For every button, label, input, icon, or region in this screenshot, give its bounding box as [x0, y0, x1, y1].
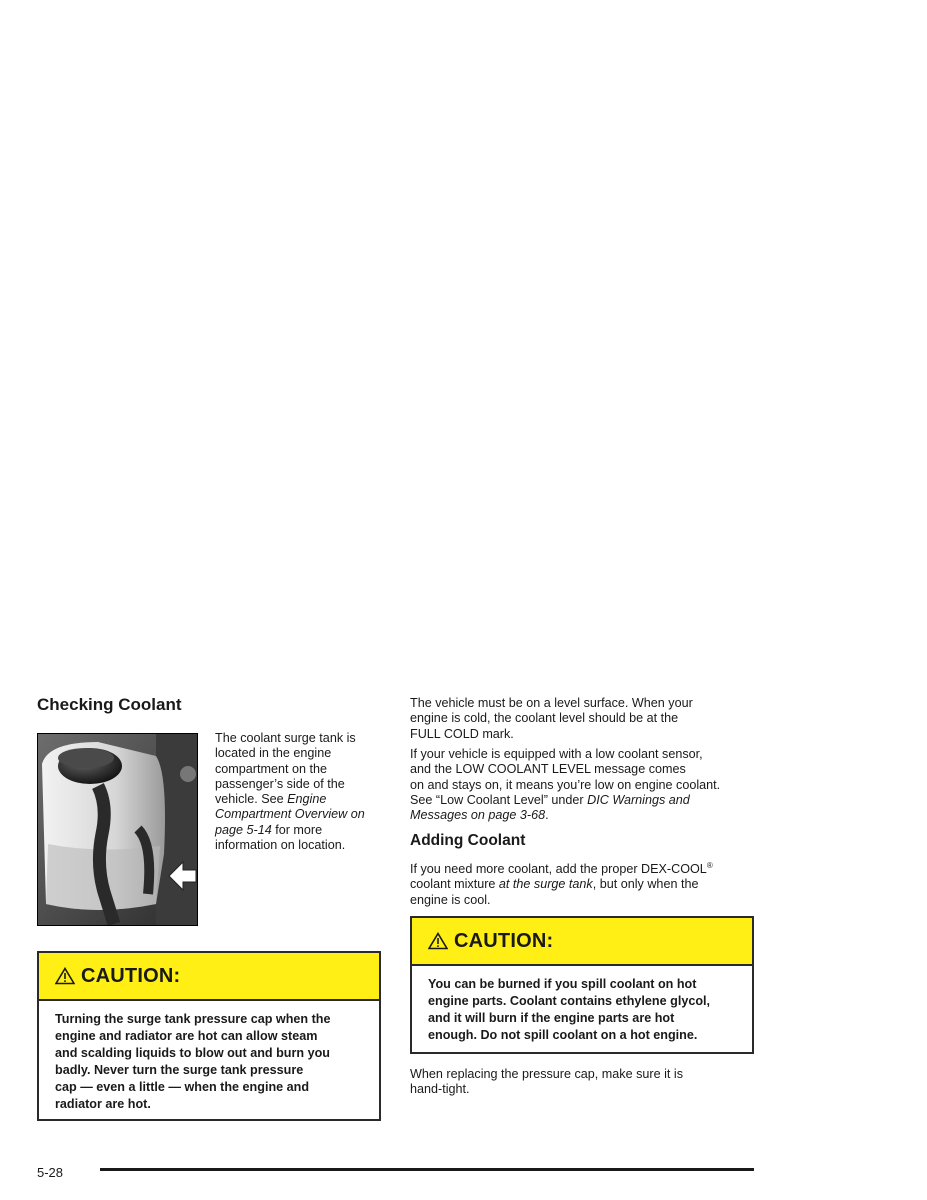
intro-line: for more [271, 822, 323, 837]
caution-line: engine and radiator are hot can allow steam [55, 1029, 318, 1043]
low-coolant-sensor-paragraph [410, 747, 760, 823]
cross-reference-link[interactable]: Compartment Overview on [215, 807, 365, 822]
caution-line: You can be burned if you spill coolant on hot [428, 977, 697, 991]
registered-mark: ® [706, 861, 713, 870]
warning-triangle-icon [428, 932, 448, 950]
caution-text [39, 1001, 379, 1113]
coolant-tank-illustration [38, 734, 197, 925]
checking-coolant-intro [215, 731, 385, 853]
caution-line: enough. Do not spill coolant on a hot engine. [428, 1028, 698, 1042]
body-line: on and stays on, it means you’re low on engine coolant. [410, 777, 721, 792]
body-line: , but only when the [592, 877, 699, 892]
caution-line: badly. Never turn the surge tank pressure [55, 1063, 304, 1077]
caution-line: and scalding liquids to blow out and burn you [55, 1046, 330, 1060]
intro-line: located in the engine [215, 746, 332, 761]
body-line: engine is cool. [410, 892, 491, 907]
caution-box-pressure-cap [37, 951, 381, 1121]
cross-reference-link[interactable]: Engine [287, 792, 327, 807]
intro-line: vehicle. See [215, 792, 288, 807]
section-heading-adding-coolant: Adding Coolant [410, 832, 526, 849]
body-line: If you need more coolant, add the proper DEX-COOL [410, 862, 707, 877]
intro-line: compartment on the [215, 761, 328, 776]
caution-title: CAUTION: [81, 964, 181, 987]
adding-coolant-paragraph [410, 858, 760, 908]
caution-header [412, 918, 752, 966]
body-line: When replacing the pressure cap, make sure it is [410, 1067, 683, 1081]
level-surface-paragraph [410, 696, 760, 742]
cross-reference-link[interactable]: page 5-14 [215, 822, 272, 837]
caution-line: cap — even a little — when the engine and [55, 1080, 310, 1094]
body-line: coolant mixture [410, 877, 499, 892]
body-line: The vehicle must be on a level surface. When your [410, 696, 693, 710]
body-line: . [545, 808, 549, 823]
cross-reference-link[interactable]: DIC Warnings and [587, 792, 690, 807]
caution-header [39, 953, 379, 1001]
body-line: hand-tight. [410, 1082, 470, 1097]
caution-line: and it will burn if the engine parts are hot [428, 1011, 675, 1025]
caution-line: engine parts. Coolant contains ethylene glycol, [428, 994, 711, 1008]
intro-line: information on location. [215, 838, 346, 853]
emphasis-text: at the surge tank [498, 877, 593, 892]
warning-triangle-icon [55, 967, 75, 985]
coolant-tank-photo [37, 733, 198, 926]
caution-title: CAUTION: [454, 929, 554, 952]
body-line: If your vehicle is equipped with a low coolant sensor, [410, 747, 703, 761]
body-line: FULL COLD mark. [410, 726, 514, 741]
section-heading-checking-coolant: Checking Coolant [37, 695, 182, 714]
footer-rule [100, 1168, 754, 1171]
caution-text [412, 966, 752, 1044]
intro-line: passenger’s side of the [215, 776, 345, 791]
body-line: engine is cold, the coolant level should be at the [410, 711, 679, 726]
body-line: See “Low Coolant Level” under [410, 792, 588, 807]
caution-box-spill-coolant [410, 916, 754, 1054]
intro-line: The coolant surge tank is [215, 731, 356, 745]
body-line: and the LOW COOLANT LEVEL message comes [410, 762, 686, 777]
caution-line: radiator are hot. [55, 1097, 151, 1111]
caution-line: Turning the surge tank pressure cap when the [55, 1012, 331, 1026]
page-number: 5-28 [37, 1165, 64, 1180]
pressure-cap-paragraph [410, 1067, 760, 1098]
cross-reference-link[interactable]: Messages on page 3-68 [410, 808, 546, 823]
